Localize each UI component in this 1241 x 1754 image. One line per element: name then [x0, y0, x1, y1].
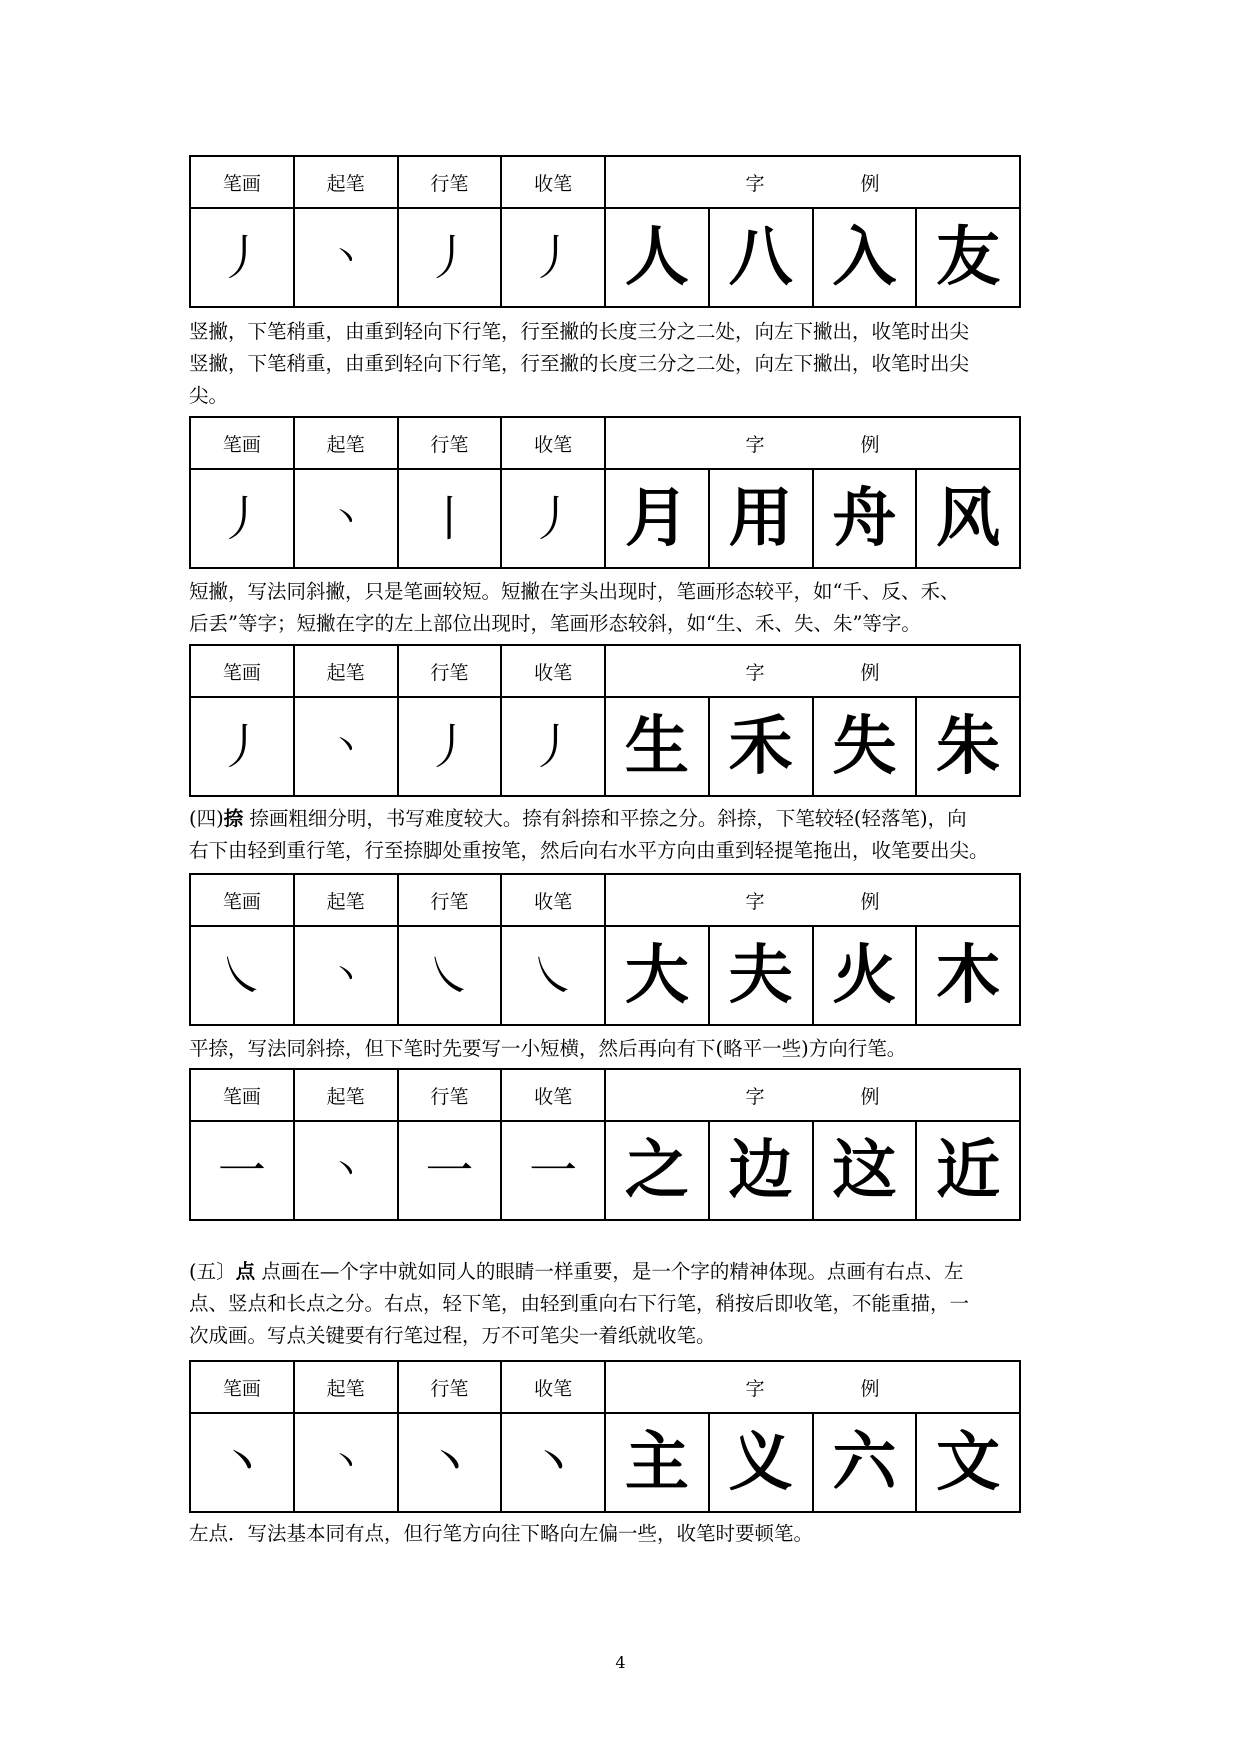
stroke-glyph: 丿 — [190, 697, 294, 796]
example-char: 朱 — [916, 697, 1020, 796]
example-char: 义 — [709, 1413, 813, 1512]
example-char: 主 — [605, 1413, 709, 1512]
end-glyph: 丶 — [501, 1413, 605, 1512]
stroke-table-3 — [189, 644, 1021, 797]
start-glyph: 丶 — [294, 208, 398, 307]
header-examples: 字 例 — [605, 645, 1020, 697]
example-char: 这 — [813, 1121, 917, 1220]
header-stroke: 笔画 — [190, 1361, 294, 1413]
move-glyph: ㇏ — [398, 926, 502, 1025]
example-char: 六 — [813, 1413, 917, 1512]
example-char: 生 — [605, 697, 709, 796]
paragraph-short-slash: 短撇，写法同斜撇，只是笔画较短。短撇在字头出现时，笔画形态较平，如“千、反、禾、 后丢”等字；短撇在字的左上部位出现时，笔画形态较斜，如“生、禾、失、朱”等字。 — [189, 580, 960, 635]
start-glyph: 丶 — [294, 1413, 398, 1512]
header-end: 收笔 — [501, 1361, 605, 1413]
example-char: 之 — [605, 1121, 709, 1220]
stroke-glyph: 丿 — [190, 208, 294, 307]
header-end: 收笔 — [501, 1069, 605, 1121]
stroke-table-4 — [189, 873, 1021, 1026]
section-title: 捺 — [223, 807, 244, 830]
page-number: 4 — [615, 1653, 626, 1672]
end-glyph: 丿 — [501, 208, 605, 307]
header-start: 起笔 — [294, 1069, 398, 1121]
paragraph-vertical-slash: 竖撇，下笔稍重，由重到轻向下行笔，行至撇的长度三分之二处，向左下撇出，收笔时出尖 竖撇，下笔稍重，由重到轻向下行笔，行至撇的长度三分之二处，向左下撇出，收笔时出尖 尖。 — [189, 320, 970, 407]
example-char: 文 — [916, 1413, 1020, 1512]
paragraph-flat-falling: 平捺，写法同斜捺，但下笔时先要写一小短横，然后再向有下(略平一些)方向行笔。 — [189, 1037, 907, 1060]
stroke-table-5 — [189, 1068, 1021, 1221]
start-glyph: 丶 — [294, 469, 398, 568]
example-char: 月 — [605, 469, 709, 568]
example-char: 夫 — [709, 926, 813, 1025]
move-glyph: 丶 — [398, 1413, 502, 1512]
section-title: 点 — [235, 1260, 256, 1283]
stroke-glyph: 一 — [190, 1121, 294, 1220]
example-char: 失 — [813, 697, 917, 796]
header-stroke: 笔画 — [190, 156, 294, 208]
move-glyph: 丿 — [398, 697, 502, 796]
example-char: 禾 — [709, 697, 813, 796]
stroke-glyph: 丿 — [190, 469, 294, 568]
start-glyph: 丶 — [294, 926, 398, 1025]
example-char: 友 — [916, 208, 1020, 307]
stroke-table-1 — [189, 155, 1021, 308]
header-move: 行笔 — [398, 1361, 502, 1413]
header-examples: 字 例 — [605, 417, 1020, 469]
header-start: 起笔 — [294, 156, 398, 208]
header-stroke: 笔画 — [190, 645, 294, 697]
end-glyph: ㇏ — [501, 926, 605, 1025]
example-char: 舟 — [813, 469, 917, 568]
paragraph-dot: (五〕点 点画在—个字中就如同人的眼睛一样重要，是一个字的精神体现。点画有右点、左 点、竖点和长点之分。右点，轻下笔，由轻到重向右下行笔，稍按后即收笔，不能重描，一 次成画。写点关键要有行笔过程，万不可笔尖一着纸就收笔。 — [189, 1260, 970, 1347]
example-char: 入 — [813, 208, 917, 307]
stroke-glyph: ㇏ — [190, 926, 294, 1025]
header-move: 行笔 — [398, 1069, 502, 1121]
header-end: 收笔 — [501, 156, 605, 208]
paragraph-right-falling: (四)捺 捺画粗细分明，书写难度较大。捺有斜捺和平捺之分。斜捺，下笔较轻(轻落笔)，向 右下由轻到重行笔，行至捺脚处重按笔，然后向右水平方向由重到轻提笔拖出，收笔要出尖。 — [189, 807, 989, 862]
header-end: 收笔 — [501, 874, 605, 926]
stroke-table-6 — [189, 1360, 1021, 1513]
header-move: 行笔 — [398, 874, 502, 926]
header-examples: 字 例 — [605, 1361, 1020, 1413]
example-char: 用 — [709, 469, 813, 568]
header-start: 起笔 — [294, 874, 398, 926]
end-glyph: 一 — [501, 1121, 605, 1220]
header-examples: 字 例 — [605, 1069, 1020, 1121]
stroke-table-2 — [189, 416, 1021, 569]
example-char: 木 — [916, 926, 1020, 1025]
paragraph-left-dot: 左点．写法基本同有点，但行笔方向往下略向左偏一些，收笔时要顿笔。 — [189, 1522, 814, 1545]
header-start: 起笔 — [294, 645, 398, 697]
move-glyph: 丨 — [398, 469, 502, 568]
header-end: 收笔 — [501, 417, 605, 469]
example-char: 边 — [709, 1121, 813, 1220]
move-glyph: 丿 — [398, 208, 502, 307]
example-char: 大 — [605, 926, 709, 1025]
end-glyph: 丿 — [501, 469, 605, 568]
header-stroke: 笔画 — [190, 417, 294, 469]
example-char: 风 — [916, 469, 1020, 568]
header-start: 起笔 — [294, 1361, 398, 1413]
header-move: 行笔 — [398, 645, 502, 697]
header-stroke: 笔画 — [190, 874, 294, 926]
example-char: 人 — [605, 208, 709, 307]
example-char: 近 — [916, 1121, 1020, 1220]
start-glyph: 丶 — [294, 1121, 398, 1220]
move-glyph: 一 — [398, 1121, 502, 1220]
header-move: 行笔 — [398, 417, 502, 469]
example-char: 八 — [709, 208, 813, 307]
example-char: 火 — [813, 926, 917, 1025]
header-examples: 字 例 — [605, 156, 1020, 208]
header-stroke: 笔画 — [190, 1069, 294, 1121]
end-glyph: 丿 — [501, 697, 605, 796]
header-examples: 字 例 — [605, 874, 1020, 926]
stroke-glyph: 丶 — [190, 1413, 294, 1512]
header-move: 行笔 — [398, 156, 502, 208]
start-glyph: 丶 — [294, 697, 398, 796]
header-end: 收笔 — [501, 645, 605, 697]
header-start: 起笔 — [294, 417, 398, 469]
